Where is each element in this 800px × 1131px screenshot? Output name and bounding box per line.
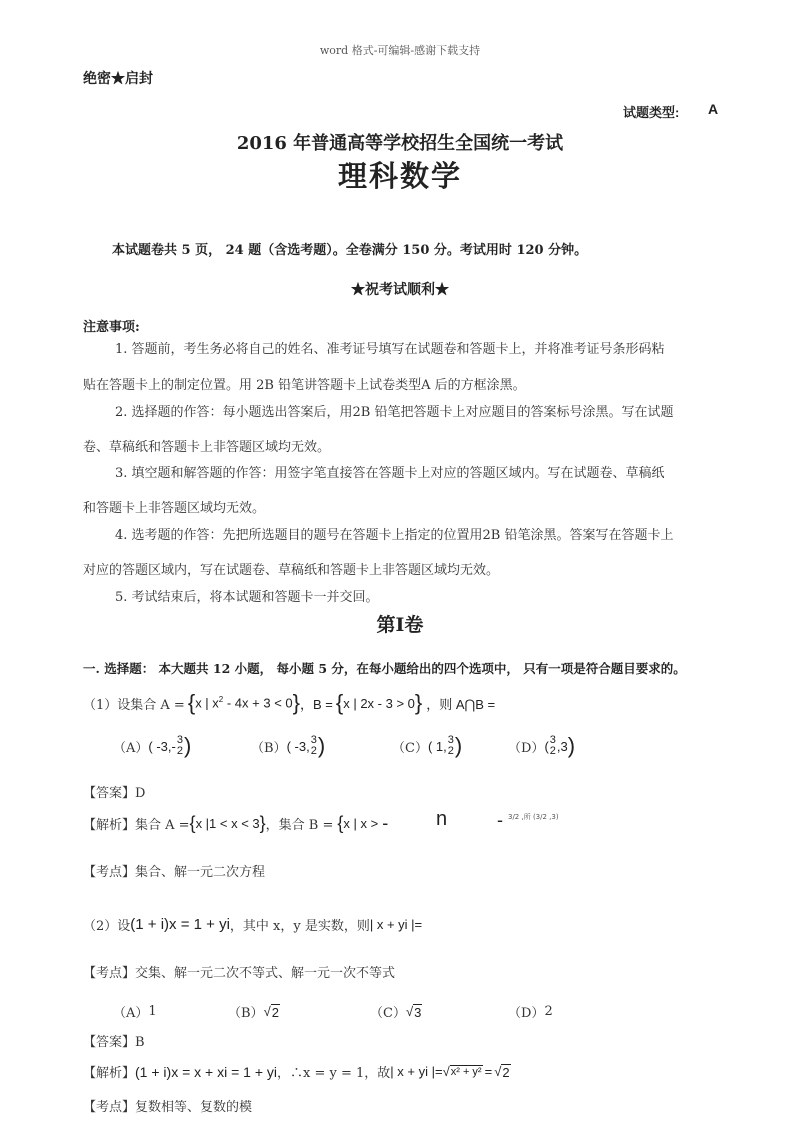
brace-close: } <box>414 690 423 715</box>
q1-answer: 【答案】D <box>83 786 146 801</box>
q2-analysis: 【解析】 (1 + i)x = x + xi = 1 + yi ，∴x = y = 1，故 | x + yi |= √ x² + y² = √ 2 <box>83 1063 510 1081</box>
notice-line: 和答题卡上非答题区域均无效。 <box>83 501 266 516</box>
exam-title: 2016 年普通高等学校招生全国统一考试 <box>236 133 564 154</box>
notice-line: 1. 答题前，考生务必将自己的姓名、准考证号填写在试题卷和答题卡上，并将准考证号条形码粘 <box>115 342 665 357</box>
notice-line: 3. 填空题和解答题的作答：用签字笔直接答在答题卡上对应的答题区域内。写在试题卷、草稿纸 <box>115 466 665 481</box>
q1-option-c: （C） ( 1, 3 2 ) <box>392 733 463 758</box>
q1-setB: x | 2x - 3 > 0 <box>343 695 415 711</box>
wish-text: ★祝考试顺利★ <box>351 282 449 298</box>
brace-open: { <box>335 690 344 715</box>
intro-text: 本试题卷共 5 页， 24 题（含选考题）。全卷满分 150 分。考试用时 120 分钟。 <box>112 243 588 258</box>
section-heading: 一. 选择题： 本大题共 12 小题， 每小题 5 分，在每小题给出的四个选项中， 只有一项是符合题目要求的。 <box>83 661 686 676</box>
q1-analysis-small: 3/2 ,所 (3/2 ,3) <box>508 813 559 821</box>
q2-option-c: （C） √ 3 <box>370 1004 422 1021</box>
brace-open: { <box>187 690 196 715</box>
brace-close: } <box>292 690 300 715</box>
notice-line: 2. 选择题的作答：每小题选出答案后，用2B 铅笔把答题卡上对应题目的答案标号涂黑。写在试题 <box>115 405 674 420</box>
q2-option-a: （A） 1 <box>113 1004 157 1021</box>
q1-analysis: 【解析】集合 A = { x |1 < x < 3 } ，集合 B = { x | x > - <box>83 812 389 833</box>
question-2-stem: （2）设 (1 + i)x = 1 + yi ，其中 x，y 是实数，则 | x + yi |= <box>83 916 423 934</box>
notice-line: 贴在答题卡上的制定位置。用 2B 铅笔讲答题卡上试卷类型A 后的方框涂黑。 <box>83 378 526 393</box>
q2-point: 【考点】复数相等、复数的模 <box>83 1100 253 1115</box>
q2-answer: 【答案】B <box>83 1035 145 1050</box>
watermark: word 格式-可编辑-感谢下载支持 <box>319 44 481 57</box>
notice-line: 4. 选考题的作答：先把所选题目的题号在答题卡上指定的位置用2B 铅笔涂黑。答案写在答题卡上 <box>115 528 674 543</box>
q1-setA: x | $x^2 - 4x + 3 < 0$ <box>195 695 293 711</box>
exam-type-value: A <box>708 101 719 117</box>
q1-option-d: （D） ( 3 2 ,3 ) <box>508 733 576 758</box>
question-1-stem <box>83 690 495 716</box>
notice-line: 对应的答题区域内，写在试题卷、草稿纸和答题卡上非答题区域均无效。 <box>83 563 500 578</box>
notice-line: 卷、草稿纸和答题卡上非答题区域均无效。 <box>83 440 331 455</box>
q2-option-d: （D） 2 <box>508 1004 553 1021</box>
q1-tail: ，则 A⋂B = <box>426 696 496 712</box>
notice-heading: 注意事项: <box>83 320 140 335</box>
q1-analysis-fragment: - <box>497 810 503 830</box>
section-title: 第Ⅰ卷 <box>376 614 424 636</box>
q2-option-b: （B） √ 2 <box>228 1004 279 1021</box>
q1-option-b: （B） ( -3, 3 2 ) <box>251 733 326 758</box>
q1-option-a: （A） ( -3,- 3 2 ) <box>113 733 192 758</box>
q2-point-pre: 【考点】交集、解一元二次不等式、解一元一次不等式 <box>83 966 396 981</box>
notice-line: 5. 考试结束后，将本试题和答题卡一并交回。 <box>115 590 379 605</box>
q1-prefix: （1）设集合 A = <box>83 697 185 713</box>
q1-point: 【考点】集合、解一元二次方程 <box>83 865 266 880</box>
q1-mid: ，B = <box>299 696 333 712</box>
exam-type-label: 试题类型: <box>623 105 680 120</box>
subject-title: 理科数学 <box>337 159 462 193</box>
q1-analysis-fragment: n <box>436 808 448 830</box>
secret-mark: 绝密★启封 <box>83 71 153 87</box>
